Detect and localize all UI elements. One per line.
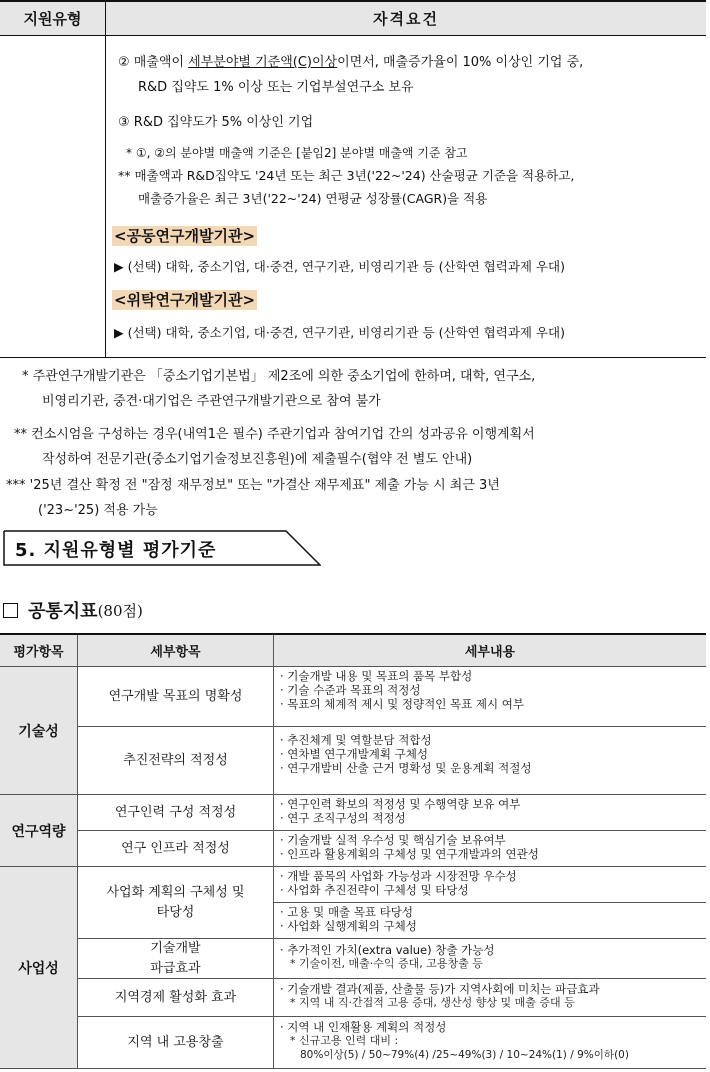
note-2-line2: 작성하여 전문기관(중소기업기술정보진흥원)에 제출필수(협약 전 별도 안내) bbox=[42, 452, 473, 467]
header-sub-item: 세부항목 bbox=[78, 635, 274, 667]
detail-commercialization-b bbox=[274, 903, 706, 939]
detail-line: · 기술 수준과 목표의 적정성 bbox=[280, 683, 421, 697]
detail-line: · 고용 및 매출 목표 타당성 bbox=[280, 905, 414, 919]
item-commercialization-plan bbox=[78, 867, 274, 939]
detail-research-infra bbox=[274, 831, 706, 867]
footnote-2-line1: ** 매출액과 R&D집약도 '24년 또는 최근 3년('22~'24) 산술평균 기준을 적용하고, bbox=[118, 168, 575, 183]
req2-prefix: ② 매출액이 bbox=[118, 55, 189, 70]
item-name-line: 기술개발 bbox=[150, 940, 201, 956]
requirements-cell bbox=[106, 36, 706, 357]
header-support-type: 지원유형 bbox=[0, 2, 106, 35]
commissioned-research-desc: ▶ (선택) 대학, 중소기업, 대·중견, 연구기관, 비영리기관 등 (산학연 협력과제 우대) bbox=[114, 325, 565, 340]
item-name-line: 파급효과 bbox=[150, 960, 201, 976]
note-3-line2: ('23~'25) 적용 가능 bbox=[38, 503, 158, 518]
detail-regional-economy bbox=[274, 979, 706, 1017]
detail-line: · 추진체계 및 역할분담 적합성 bbox=[280, 733, 432, 747]
eligibility-table-header bbox=[0, 2, 706, 36]
detail-line: · 사업화 실행계획의 구체성 bbox=[280, 919, 417, 933]
item-strategy-adequacy: 추진전략의 적정성 bbox=[78, 727, 274, 795]
requirement-3: ③ R&D 집약도가 5% 이상인 기업 bbox=[118, 115, 314, 130]
detail-research-staff bbox=[274, 795, 706, 831]
detail-subnote: * 지역 내 직·간접적 고용 증대, 생산성 향상 및 매출 증대 등 bbox=[290, 996, 575, 1009]
detail-line: · 연구 조직구성의 적정성 bbox=[280, 811, 406, 825]
header-requirements: 자격요건 bbox=[373, 10, 439, 28]
detail-commercialization-a bbox=[274, 867, 706, 903]
req2-suffix: 이면서, 매출증가율이 10% 이상인 기업 중, bbox=[337, 55, 584, 70]
detail-line: · 기술개발 내용 및 목표의 품목 부합성 bbox=[280, 669, 473, 683]
item-name-line: 타당성 bbox=[156, 904, 195, 920]
support-type-cell bbox=[0, 36, 106, 357]
commissioned-research-title: <위탁연구개발기관> bbox=[114, 291, 256, 309]
note-1-line1: * 주관연구개발기관은 「중소기업기본법」 제2조에 의한 중소기업에 한하며, 대학, 연구소, bbox=[22, 369, 536, 384]
common-indicator-points: (80점) bbox=[97, 601, 143, 620]
detail-line: · 인프라 활용계획의 구체성 및 연구개발과의 연관성 bbox=[280, 847, 539, 861]
footnote-1: * ①, ②의 분야별 매출액 기준은 [붙임2] 분야별 매출액 기준 참고 bbox=[126, 146, 468, 160]
detail-line: · 지역 내 인재활용 계획의 적정성 bbox=[280, 1020, 447, 1034]
eligibility-table bbox=[0, 0, 706, 358]
joint-research-desc: ▶ (선택) 대학, 중소기업, 대·중견, 연구기관, 비영리기관 등 (산학연 협력과제 우대) bbox=[114, 259, 565, 274]
detail-strategy-adequacy bbox=[274, 727, 706, 795]
detail-line: · 개발 품목의 사업화 가능성과 시장전망 우수성 bbox=[280, 869, 517, 883]
detail-line: · 기술개발 결과(제품, 산출물 등)가 지역사회에 미치는 파급효과 bbox=[280, 982, 600, 996]
item-name-line: 사업화 계획의 구체성 및 bbox=[106, 884, 245, 900]
note-3-line1: *** '25년 결산 확정 전 "잠정 재무정보" 또는 "가결산 재무제표" 제출 가능 시 최근 3년 bbox=[6, 478, 500, 493]
common-indicator-label: 공통지표 bbox=[28, 601, 98, 622]
requirement-2-line2: R&D 집약도 1% 이상 또는 기업부설연구소 보유 bbox=[138, 80, 414, 95]
note-2-line1: ** 컨소시엄을 구성하는 경우(내역1은 필수) 주관기업과 참여기업 간의 성과공유 이행계획서 bbox=[14, 427, 535, 442]
detail-subnote-ratio: 80%이상(5) / 50~79%(4) /25~49%(3) / 10~24%(1) / 9%이하(0) bbox=[300, 1049, 629, 1061]
note-1-line2: 비영리기관, 중견·대기업은 주관연구개발기관으로 참여 불가 bbox=[42, 394, 381, 409]
detail-rnd-goal-clarity bbox=[274, 667, 706, 727]
item-research-infra: 연구 인프라 적정성 bbox=[78, 831, 274, 867]
joint-research-title: <공동연구개발기관> bbox=[114, 227, 256, 245]
detail-line: · 연차별 연구개발계획 구체성 bbox=[280, 747, 428, 761]
detail-line: · 연구개발비 산출 근거 명확성 및 운용계획 적절성 bbox=[280, 761, 532, 775]
detail-line: · 기술개발 실적 우수성 및 핵심기술 보유여부 bbox=[280, 833, 506, 847]
common-indicator-title bbox=[3, 597, 143, 623]
evaluation-table bbox=[0, 633, 706, 1069]
item-regional-economy: 지역경제 활성화 효과 bbox=[78, 979, 274, 1017]
requirement-2-line1 bbox=[118, 54, 583, 72]
item-research-staff: 연구인력 구성 적정성 bbox=[78, 795, 274, 831]
detail-regional-employment bbox=[274, 1017, 706, 1069]
group-research-capability: 연구역량 bbox=[0, 795, 78, 867]
eligibility-table-body bbox=[0, 36, 706, 358]
item-rnd-goal-clarity: 연구개발 목표의 명확성 bbox=[78, 667, 274, 727]
header-eval-category: 평가항목 bbox=[0, 635, 78, 667]
detail-line: · 사업화 추진전략이 구체성 및 타당성 bbox=[280, 883, 469, 897]
group-business: 사업성 bbox=[0, 867, 78, 1069]
detail-line: · 목표의 체계적 제시 및 정량적인 목표 제시 여부 bbox=[280, 697, 524, 711]
header-detail: 세부내용 bbox=[274, 635, 706, 667]
footnote-2-line2: 매출증가율은 최근 3년('22~'24) 연평균 성장률(CAGR)을 적용 bbox=[138, 191, 488, 206]
detail-tech-ripple-effect bbox=[274, 939, 706, 979]
section-heading-text: 5. 지원유형별 평가기준 bbox=[15, 540, 217, 561]
detail-subnote: * 기술이전, 매출·수익 증대, 고용창출 등 bbox=[290, 957, 483, 970]
checkbox-icon bbox=[3, 603, 18, 618]
detail-subnote: * 신규고용 인력 대비 : bbox=[290, 1034, 399, 1047]
item-tech-ripple-effect bbox=[78, 939, 274, 979]
detail-line: · 연구인력 확보의 적정성 및 수행역량 보유 여부 bbox=[280, 797, 521, 811]
section-heading bbox=[3, 530, 321, 566]
group-technology: 기술성 bbox=[0, 667, 78, 795]
detail-line: · 추가적인 가치(extra value) 창출 가능성 bbox=[280, 943, 495, 957]
req2-underlined: 세부분야별 기준액(C)이상 bbox=[188, 55, 338, 70]
item-regional-employment: 지역 내 고용창출 bbox=[78, 1017, 274, 1069]
